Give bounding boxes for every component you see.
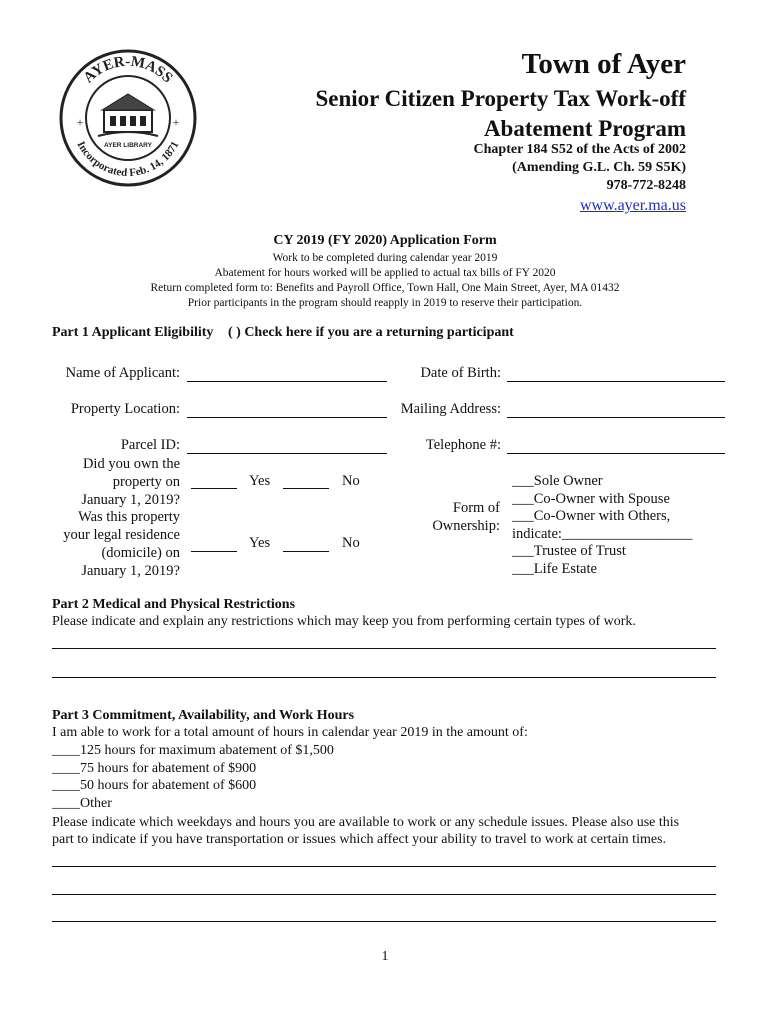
part1-heading: Part 1 Applicant Eligibility [52, 325, 214, 340]
telephone-label: Telephone #: [425, 437, 501, 453]
website-link[interactable]: www.ayer.ma.us [579, 197, 686, 214]
ownership-option-sole[interactable]: ___Sole Owner [512, 473, 603, 489]
mailing-address-field[interactable] [507, 417, 725, 418]
own-no-field[interactable] [283, 488, 329, 489]
ownership-option-indicate[interactable]: indicate:__________________ [512, 525, 693, 542]
ownership-option-others[interactable]: ___Co-Owner with Others, [512, 508, 671, 525]
dob-label: Date of Birth: [420, 365, 501, 381]
form-note-1: Work to be completed during calendar year 2019 [272, 252, 498, 264]
amending-line: (Amending G.L. Ch. 59 S5K) [512, 160, 686, 175]
returning-participant-checkbox[interactable]: ( ) Check here if you are a returning participant [228, 325, 514, 340]
name-field[interactable] [187, 381, 387, 382]
availability-line-3[interactable] [52, 921, 716, 922]
form-note-4: Prior participants in the program should reapply in 2019 to reserve their participation. [187, 297, 583, 309]
availability-line-1[interactable] [52, 866, 716, 867]
ownership-option-life-estate[interactable]: ___Life Estate [512, 560, 597, 577]
telephone-field[interactable] [507, 453, 725, 454]
phone-line: 978-772-8248 [606, 178, 686, 193]
residence-no-field[interactable] [283, 551, 329, 552]
availability-line-2[interactable] [52, 894, 716, 895]
residence-question: Was this property your legal residence (domicile) on January 1, 2019? [63, 509, 180, 579]
availability-text-1: Please indicate which weekdays and hours you are available to work or any schedule issues. Please also use this [52, 815, 680, 830]
program-title-line2: Abatement Program [483, 116, 686, 141]
ownership-option-spouse[interactable]: ___Co-Owner with Spouse [512, 490, 670, 507]
property-location-label: Property Location: [70, 401, 180, 417]
form-note-2: Abatement for hours worked will be applied to actual tax bills of FY 2020 [214, 267, 556, 279]
own-question: Did you own the property on January 1, 2019? [81, 456, 180, 508]
form-note-3: Return completed form to: Benefits and Payroll Office, Town Hall, One Main Street, Ayer, MA 01432 [150, 282, 620, 294]
hours-option-50[interactable]: ____50 hours for abatement of $600 [52, 778, 257, 793]
name-label: Name of Applicant: [65, 365, 180, 381]
ownership-options [512, 473, 692, 579]
property-location-field[interactable] [187, 417, 387, 418]
own-no-label: No [342, 473, 360, 489]
part2-text: Please indicate and explain any restrictions which may keep you from performing certain types of work. [52, 614, 636, 629]
form-title: CY 2019 (FY 2020) Application Form [273, 233, 497, 248]
seal-bottom-text: Incorporated Feb. 14, 1871 [74, 139, 182, 180]
chapter-line: Chapter 184 S52 of the Acts of 2002 [473, 142, 686, 157]
parcel-id-field[interactable] [187, 453, 387, 454]
town-title: Town of Ayer [521, 48, 686, 80]
restrictions-line-2[interactable] [52, 677, 716, 678]
seal-library-text: AYER LIBRARY [104, 142, 152, 149]
ownership-label: Form of Ownership: [432, 500, 500, 534]
program-title [315, 84, 686, 144]
hours-options [52, 742, 334, 812]
hours-option-75[interactable]: ____75 hours for abatement of $900 [52, 760, 257, 776]
page-number: 1 [381, 949, 389, 964]
restrictions-line-1[interactable] [52, 648, 716, 649]
part3-heading: Part 3 Commitment, Availability, and Work Hours [52, 708, 355, 723]
seal-top-text: AYER-MASS [80, 53, 176, 87]
hours-option-other[interactable]: ____Other [52, 795, 112, 811]
own-yes-field[interactable] [191, 488, 237, 489]
availability-text-2: part to indicate if you have transportation or issues which affect your ability to travel to work at certain times. [52, 832, 667, 847]
dob-field[interactable] [507, 381, 725, 382]
program-title-line1: Senior Citizen Property Tax Work-off [315, 86, 686, 111]
hours-option-125[interactable]: ____125 hours for maximum abatement of $1,500 [52, 743, 334, 758]
town-seal-logo [58, 48, 198, 188]
residence-no-label: No [342, 535, 360, 551]
residence-yes-label: Yes [249, 535, 271, 551]
svg-text:+: + [172, 115, 180, 129]
part2-heading: Part 2 Medical and Physical Restrictions [52, 597, 296, 612]
ownership-option-trustee[interactable]: ___Trustee of Trust [512, 543, 626, 560]
parcel-id-label: Parcel ID: [120, 437, 180, 453]
part3-intro: I am able to work for a total amount of hours in calendar year 2019 in the amount of: [52, 725, 528, 740]
residence-yes-field[interactable] [191, 551, 237, 552]
mailing-address-label: Mailing Address: [400, 401, 501, 417]
svg-text:+: + [76, 115, 84, 129]
own-yes-label: Yes [249, 473, 271, 489]
